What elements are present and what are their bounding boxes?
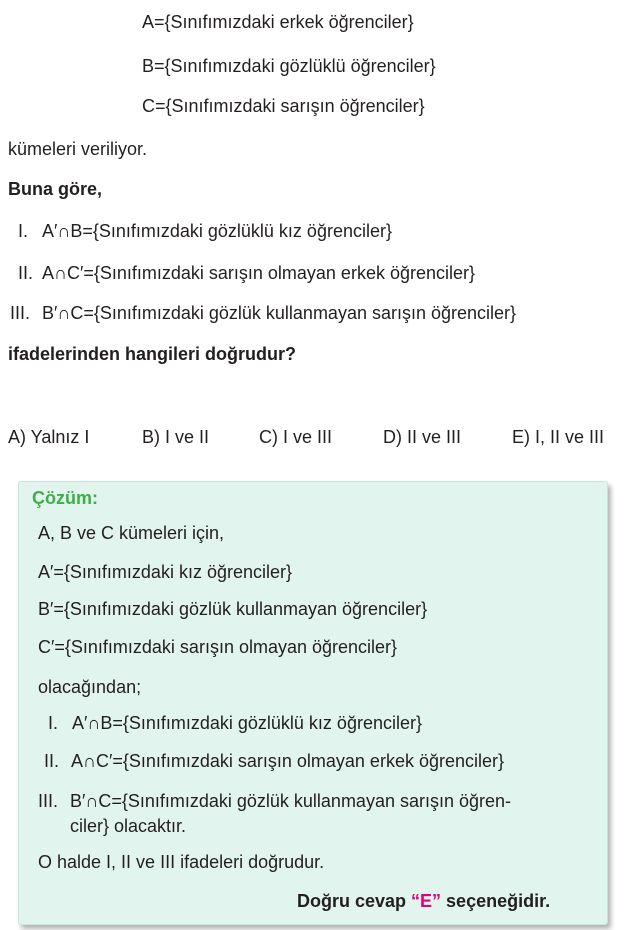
solution-statement-2 <box>44 750 504 772</box>
answer-suffix: seçeneğidir. <box>441 891 551 911</box>
statement-number: I. <box>18 221 29 241</box>
statement-number: III. <box>38 791 59 811</box>
option-d[interactable]: D) II ve III <box>383 427 462 447</box>
solution-statement-3 <box>38 790 511 812</box>
given-text: kümeleri veriliyor. <box>8 139 148 159</box>
solution-since: olacağından; <box>38 677 142 697</box>
statement-number: III. <box>10 303 31 323</box>
statement-2 <box>18 262 475 284</box>
set-b-definition: B={Sınıfımızdaki gözlüklü öğrenciler} <box>142 56 436 76</box>
statement-3 <box>10 302 516 324</box>
statement-text: A∩C′={Sınıfımızdaki sarışın olmayan erkek öğrenciler} <box>42 263 476 283</box>
solution-statement-1 <box>48 712 422 734</box>
solution-title: Çözüm: <box>32 488 98 508</box>
set-c-definition: C={Sınıfımızdaki sarışın öğrenciler} <box>142 96 425 116</box>
option-c[interactable]: C) I ve III <box>259 427 333 447</box>
statement-text: A′∩B={Sınıfımızdaki gözlüklü kız öğrenciler} <box>72 713 422 733</box>
statement-text: A∩C′={Sınıfımızdaki sarışın olmayan erkek öğrenciler} <box>71 751 505 771</box>
prompt-text: Buna göre, <box>8 179 103 199</box>
complement-c: C′={Sınıfımızdaki sarışın olmayan öğrenciler} <box>38 637 398 657</box>
complement-a: A′={Sınıfımızdaki kız öğrenciler} <box>38 562 292 582</box>
option-b[interactable]: B) I ve II <box>142 427 210 447</box>
solution-conclusion: O halde I, II ve III ifadeleri doğrudur. <box>38 852 325 872</box>
complement-b: B′={Sınıfımızdaki gözlük kullanmayan öğrenciler} <box>38 599 428 619</box>
statement-1 <box>18 220 392 242</box>
option-a[interactable]: A) Yalnız I <box>8 427 90 447</box>
statement-text: B′∩C={Sınıfımızdaki gözlük kullanmayan sarışın öğrenciler} <box>42 303 517 323</box>
answer-prefix: Doğru cevap <box>297 891 412 911</box>
option-e[interactable]: E) I, II ve III <box>512 427 605 447</box>
statement-number: II. <box>44 751 60 771</box>
solution-intro: A, B ve C kümeleri için, <box>38 523 225 543</box>
answer-letter: “E” <box>411 891 442 911</box>
statement-number: II. <box>18 263 34 283</box>
solution-continuation: ciler} olacaktır. <box>70 816 187 836</box>
statement-number: I. <box>48 713 59 733</box>
statement-text: A′∩B={Sınıfımızdaki gözlüklü kız öğrenciler} <box>42 221 392 241</box>
correct-answer-line <box>297 890 550 912</box>
set-a-definition: A={Sınıfımızdaki erkek öğrenciler} <box>142 12 414 32</box>
question-ask: ifadelerinden hangileri doğrudur? <box>8 344 297 364</box>
statement-text: B′∩C={Sınıfımızdaki gözlük kullanmayan sarışın öğren- <box>70 791 512 811</box>
